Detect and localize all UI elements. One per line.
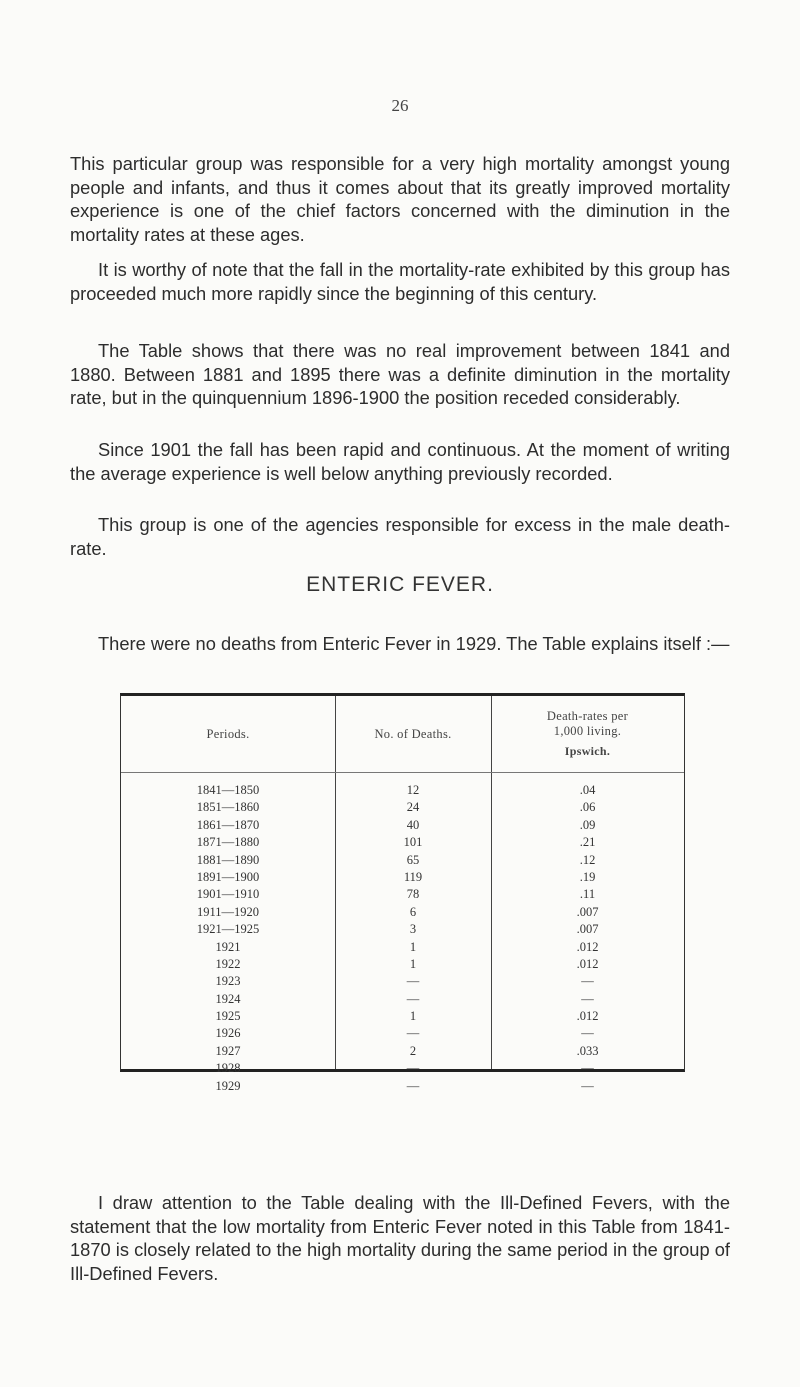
cell-rate: .04 — [579, 783, 596, 797]
section-heading: ENTERIC FEVER. — [306, 573, 494, 596]
table-row — [121, 956, 684, 973]
paragraph-text: It is worthy of note that the fall in the mortality-rate exhibited by this group has proceeded much more rapidly since the beginning of this century. — [70, 259, 730, 304]
cell-rate: — — [581, 1026, 594, 1041]
cell-rate: .033 — [576, 1043, 599, 1058]
cell-period: 1921—1925 — [196, 922, 260, 937]
table-body — [121, 782, 684, 1095]
table-row — [121, 799, 684, 816]
table-row — [121, 921, 684, 938]
cell-rate: .007 — [576, 904, 599, 919]
table-row — [121, 1025, 684, 1042]
header-death-rates — [491, 696, 684, 772]
paragraph-text: There were no deaths from Enteric Fever in 1929. The Table explains itself :— — [98, 633, 730, 654]
cell-rate: .09 — [579, 817, 596, 832]
cell-deaths: — — [406, 974, 420, 989]
cell-period: 1923 — [215, 974, 241, 989]
cell-deaths: 65 — [406, 852, 420, 867]
table-row — [121, 939, 684, 956]
paragraph-fall-rate — [70, 258, 730, 305]
table-row — [121, 817, 684, 834]
cell-deaths: 1 — [409, 1009, 417, 1024]
cell-period: 1926 — [215, 1026, 241, 1041]
table-row — [121, 834, 684, 851]
cell-period: 1891—1900 — [196, 869, 260, 884]
page-number: 26 — [391, 96, 409, 115]
cell-period: 1921 — [215, 939, 241, 954]
cell-deaths: 24 — [406, 800, 420, 815]
cell-rate: — — [581, 991, 594, 1006]
paragraph-table-shows — [70, 339, 730, 410]
cell-deaths: 1 — [409, 939, 417, 954]
cell-rate: .012 — [576, 939, 599, 954]
cell-rate: .11 — [579, 887, 596, 902]
cell-rate: .007 — [576, 922, 599, 937]
cell-rate: .012 — [576, 1009, 599, 1024]
paragraph-mortality-group — [70, 152, 730, 246]
cell-period: 1911—1920 — [196, 904, 260, 919]
header-rates-line1: Death-rates per — [546, 709, 629, 723]
table-row — [121, 1078, 684, 1095]
cell-period: 1901—1910 — [196, 887, 260, 902]
paragraph-text: This particular group was responsible for a very high mortality amongst young people and infants, and thus it comes about that its greatly improved mortality experience is one of the chief factors concerned with the diminution in the mortality rates at these ages. — [70, 153, 730, 245]
cell-period: 1924 — [215, 991, 241, 1006]
cell-period: 1928 — [215, 1061, 241, 1076]
table-row — [121, 1060, 684, 1077]
cell-deaths: 3 — [409, 922, 417, 937]
cell-deaths: 40 — [406, 817, 420, 832]
table-row — [121, 782, 684, 799]
header-rates-line2: 1,000 living. — [553, 724, 622, 738]
cell-rate: — — [581, 974, 594, 989]
table-row — [121, 1043, 684, 1060]
paragraph-text: This group is one of the agencies responsible for excess in the male death-rate. — [70, 514, 730, 559]
paragraph-since-1901 — [70, 438, 730, 485]
cell-deaths: 119 — [403, 869, 423, 884]
table-row — [121, 852, 684, 869]
cell-period: 1851—1860 — [196, 800, 260, 815]
paragraph-draw-attention — [70, 1191, 730, 1285]
cell-rate: .06 — [579, 800, 596, 815]
cell-deaths: — — [406, 1078, 420, 1093]
header-rule — [121, 772, 684, 773]
paragraph-text: Since 1901 the fall has been rapid and continuous. At the moment of writing the average experience is well below anything previously recorded. — [70, 439, 730, 484]
cell-rate: .012 — [576, 956, 599, 971]
cell-deaths: 12 — [406, 783, 420, 797]
paragraph-text: I draw attention to the Table dealing with the Ill-Defined Fevers, with the statement that the low mortality from Enteric Fever noted in this Table from 1841-1870 is closely related to the high mortality during the same period in the group of Ill-Defined Fevers. — [70, 1192, 730, 1284]
cell-deaths: 78 — [406, 887, 420, 902]
cell-period: 1922 — [215, 956, 241, 971]
table-row — [121, 869, 684, 886]
header-periods: Periods. — [206, 726, 250, 741]
cell-deaths: 101 — [403, 835, 423, 850]
cell-rate: .21 — [579, 835, 596, 850]
paragraph-text: The Table shows that there was no real improvement between 1841 and 1880. Between 1881 and 1895 there was a definite diminution in the mortality rate, but in the quinquennium 1896-1900 the position receded considerably. — [70, 340, 730, 409]
cell-period: 1841—1850 — [196, 783, 260, 797]
cell-rate: — — [581, 1061, 594, 1076]
table-row — [121, 991, 684, 1008]
header-deaths: No. of Deaths. — [374, 726, 452, 741]
cell-deaths: — — [406, 1061, 420, 1076]
cell-period: 1881—1890 — [196, 852, 260, 867]
table-row — [121, 886, 684, 903]
cell-period: 1927 — [215, 1043, 241, 1058]
cell-rate: .19 — [579, 869, 596, 884]
cell-period: 1871—1880 — [196, 835, 260, 850]
cell-deaths: 1 — [409, 956, 417, 971]
paragraph-male-death-rate — [70, 513, 730, 560]
enteric-fever-table — [120, 693, 685, 1093]
cell-deaths: 2 — [409, 1043, 417, 1058]
cell-period: 1861—1870 — [196, 817, 260, 832]
cell-rate: .12 — [579, 852, 596, 867]
header-rates-sub: Ipswich. — [564, 744, 611, 758]
cell-period: 1925 — [215, 1009, 241, 1024]
paragraph-no-deaths — [70, 632, 730, 656]
table-row — [121, 973, 684, 990]
cell-deaths: — — [406, 1026, 420, 1041]
cell-deaths: 6 — [409, 904, 417, 919]
table-row — [121, 904, 684, 921]
table-row — [121, 1008, 684, 1025]
cell-period: 1929 — [215, 1078, 241, 1093]
cell-deaths: — — [406, 991, 420, 1006]
cell-rate: — — [581, 1078, 594, 1093]
